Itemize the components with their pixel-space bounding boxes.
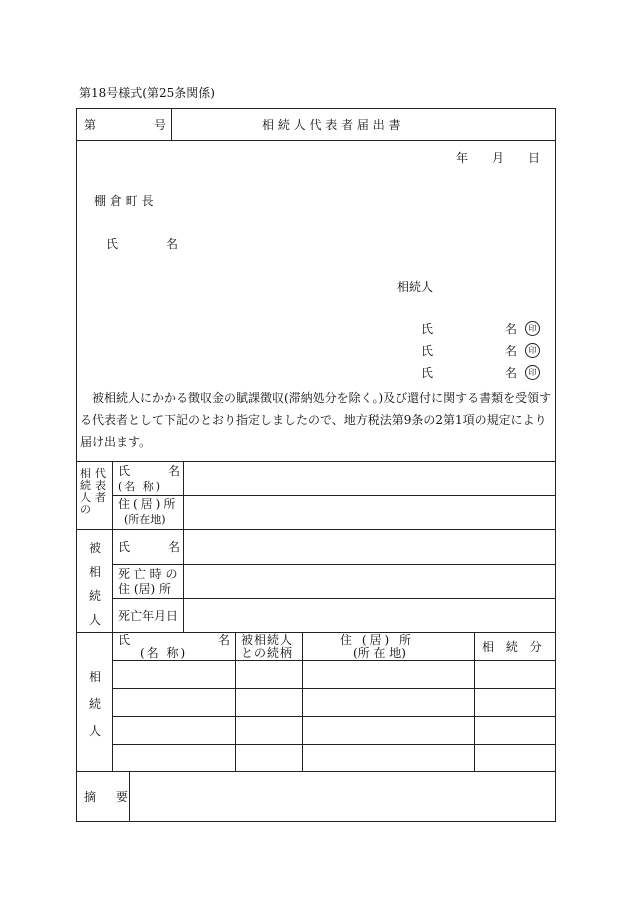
remarks-field[interactable] bbox=[130, 772, 556, 822]
heir-address-cell[interactable] bbox=[303, 689, 474, 716]
deceased-name-a: 氏 bbox=[118, 540, 131, 554]
deceased-address-line1: 死 亡 時 の bbox=[118, 567, 178, 581]
signature-name-b: 名 bbox=[505, 366, 518, 380]
heir-share-cell[interactable] bbox=[475, 661, 556, 688]
date-month: 月 bbox=[492, 151, 505, 165]
heir-relation-cell[interactable] bbox=[236, 717, 302, 744]
deceased-address-line2: 住 (居) 所 bbox=[118, 582, 171, 596]
heirs-header-relation-2: との続柄 bbox=[241, 646, 294, 660]
rep-address-field[interactable] bbox=[184, 496, 556, 529]
addressee: 棚 倉 町 長 bbox=[94, 194, 154, 208]
heirs-header-name-a: 氏 bbox=[118, 633, 131, 647]
divider bbox=[171, 108, 172, 140]
heir-name-cell[interactable] bbox=[113, 745, 235, 771]
signature-name-a: 氏 bbox=[421, 344, 434, 358]
number-label-a: 第 bbox=[84, 118, 97, 132]
deceased-label: 被相続人 bbox=[88, 541, 101, 627]
heir-address-cell[interactable] bbox=[303, 745, 474, 771]
heir-share-cell[interactable] bbox=[475, 717, 556, 744]
heir-relation-cell[interactable] bbox=[236, 745, 302, 771]
seal-icon: 印 bbox=[525, 365, 540, 380]
number-label-b: 号 bbox=[154, 118, 167, 132]
signature-name-b: 名 bbox=[505, 344, 518, 358]
heirs-label: 相続人 bbox=[397, 280, 434, 294]
date-of-death-field[interactable] bbox=[184, 599, 556, 632]
addressee-name-b: 名 bbox=[166, 237, 179, 251]
heirs-header-address: 住 (居) 所 bbox=[340, 633, 414, 647]
heirs-header-share: 相 続 分 bbox=[482, 640, 546, 654]
seal-icon: 印 bbox=[525, 343, 540, 358]
heir-relation-cell[interactable] bbox=[236, 689, 302, 716]
heirs-header-relation-1: 被相続人 bbox=[241, 633, 294, 647]
deceased-address-field[interactable] bbox=[184, 565, 556, 598]
rep-address-sub: (所在地) bbox=[124, 513, 166, 526]
rep-name-b: 名 bbox=[168, 464, 181, 478]
signature-name-b: 名 bbox=[505, 322, 518, 336]
rep-name-a: 氏 bbox=[118, 464, 131, 478]
form-number: 第18号様式(第25条関係) bbox=[79, 86, 215, 100]
deceased-name-field[interactable] bbox=[184, 530, 556, 564]
signature-name-a: 氏 bbox=[421, 322, 434, 336]
heir-name-cell[interactable] bbox=[113, 689, 235, 716]
body-text: 被相続人にかかる徴収金の賦課徴収(滞納処分を除く。)及び還付に関する書類を受領する代表者として下記のとおり指定しましたので、地方税法第9条の2第1項の規定により届け出ます。 bbox=[80, 391, 552, 449]
deceased-name-b: 名 bbox=[168, 540, 181, 554]
heir-address-cell[interactable] bbox=[303, 661, 474, 688]
heir-name-cell[interactable] bbox=[113, 717, 235, 744]
rep-address: 住(居)所 bbox=[118, 497, 179, 511]
divider bbox=[76, 140, 556, 141]
heir-relation-cell[interactable] bbox=[236, 661, 302, 688]
heir-share-cell[interactable] bbox=[475, 689, 556, 716]
seal-icon: 印 bbox=[525, 321, 540, 336]
divider bbox=[76, 632, 556, 633]
heirs-header-name-b: 名 bbox=[218, 633, 231, 647]
date-day: 日 bbox=[528, 151, 541, 165]
heirs-header-name-sub: (名 称) bbox=[140, 646, 188, 660]
date-year: 年 bbox=[456, 151, 469, 165]
form-title: 相 続 人 代 表 者 届 出 書 bbox=[262, 118, 401, 132]
remarks-label: 摘 要 bbox=[84, 790, 136, 804]
rep-name-sub: (名 称) bbox=[118, 480, 163, 493]
heir-name-cell[interactable] bbox=[113, 661, 235, 688]
rep-name-field[interactable] bbox=[184, 462, 556, 495]
heirs-header-address-sub: (所 在 地) bbox=[353, 646, 406, 660]
signature-name-a: 氏 bbox=[421, 366, 434, 380]
representative-label-col1: 代表者 bbox=[95, 467, 106, 504]
representative-label-col2: 相続人の bbox=[80, 467, 91, 516]
heirs-table-label: 相続人 bbox=[88, 670, 101, 738]
addressee-name-a: 氏 bbox=[106, 237, 119, 251]
date-of-death-label: 死亡年月日 bbox=[118, 609, 179, 623]
heir-share-cell[interactable] bbox=[475, 745, 556, 771]
heir-address-cell[interactable] bbox=[303, 717, 474, 744]
